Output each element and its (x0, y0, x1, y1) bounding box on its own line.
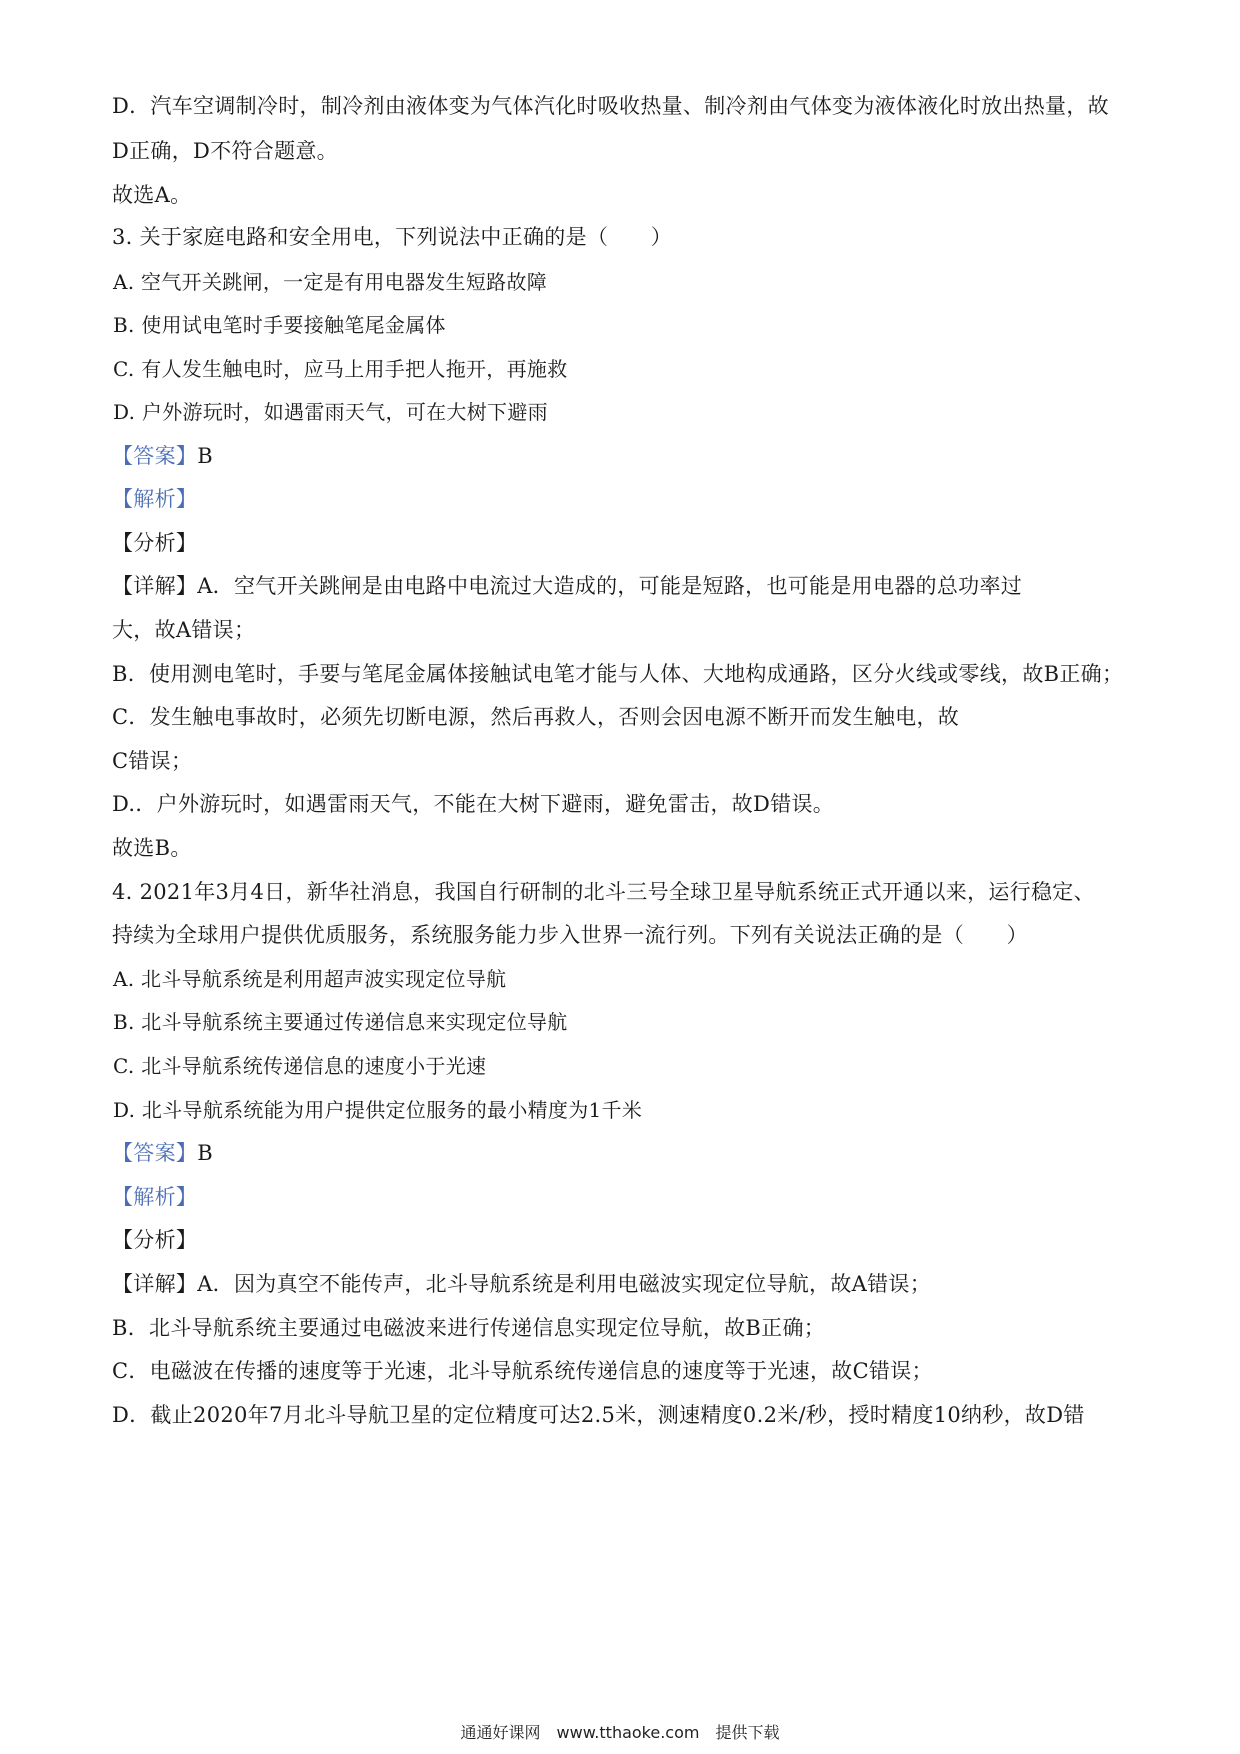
text-line: D．汽车空调制冷时，制冷剂由液体变为气体汽化时吸收热量、制冷剂由气体变为液体液化时放出热量，故 (112, 94, 1109, 118)
question-3-option-d: D. 户外游玩时，如遇雷雨天气，可在大树下避雨 (113, 400, 548, 424)
answer-line (112, 442, 213, 470)
question-4-option-b: B. 北斗导航系统主要通过传递信息来实现定位导航 (113, 1010, 568, 1034)
fenxi-label: 【分析】 (112, 1228, 198, 1252)
text-line: 大，故A错误； (112, 618, 256, 642)
question-4-option-d: D. 北斗导航系统能为用户提供定位服务的最小精度为1千米 (113, 1098, 643, 1122)
text-line: D正确，D不符合题意。 (112, 139, 338, 163)
text-line: D.．户外游玩时，如遇雷雨天气，不能在大树下避雨，避免雷击，故D错误。 (112, 792, 835, 816)
text-line: 【详解】A．空气开关跳闸是由电路中电流过大造成的，可能是短路，也可能是用电器的总功率过 (112, 574, 1023, 598)
answer-label: 【答案】 (112, 444, 198, 468)
question-4-option-c: C. 北斗导航系统传递信息的速度小于光速 (113, 1054, 487, 1078)
text-line: 故选A。 (112, 183, 192, 207)
question-4-stem: 持续为全球用户提供优质服务，系统服务能力步入世界一流行列。下列有关说法正确的是（ ） (112, 923, 1028, 947)
analysis-label: 【解析】 (112, 1185, 198, 1209)
text-line: C．发生触电事故时，必须先切断电源，然后再救人，否则会因电源不断开而发生触电，故 (112, 705, 960, 729)
text-line: C错误； (112, 749, 193, 773)
question-3-stem: 3. 关于家庭电路和安全用电，下列说法中正确的是（ ） (112, 225, 673, 249)
question-3-option-a: A. 空气开关跳闸，一定是有用电器发生短路故障 (113, 270, 548, 294)
analysis-label: 【解析】 (112, 487, 198, 511)
text-line: B．北斗导航系统主要通过电磁波来进行传递信息实现定位导航，故B正确； (112, 1316, 826, 1340)
question-3-option-b: B. 使用试电笔时手要接触笔尾金属体 (113, 313, 446, 337)
fenxi-label: 【分析】 (112, 531, 198, 555)
text-line: D．截止2020年7月北斗导航卫星的定位精度可达2.5米，测速精度0.2米/秒，授时精度10纳秒，故D错 (112, 1403, 1085, 1427)
text-line: B．使用测电笔时，手要与笔尾金属体接触试电笔才能与人体、大地构成通路，区分火线或零线，故B正确； (112, 662, 1124, 686)
question-4-stem: 4. 2021年3月4日，新华社消息，我国自行研制的北斗三号全球卫星导航系统正式开通以来，运行稳定、 (112, 880, 1095, 904)
answer-line (112, 1139, 213, 1167)
answer-value: B (197, 444, 213, 468)
question-4-option-a: A. 北斗导航系统是利用超声波实现定位导航 (113, 967, 507, 991)
text-line: 故选B。 (112, 836, 192, 860)
answer-value: B (197, 1141, 213, 1165)
answer-label: 【答案】 (112, 1141, 198, 1165)
text-line: C．电磁波在传播的速度等于光速，北斗导航系统传递信息的速度等于光速，故C错误； (112, 1359, 933, 1383)
question-3-option-c: C. 有人发生触电时，应马上用手把人拖开，再施救 (113, 357, 568, 381)
text-line: 【详解】A．因为真空不能传声，北斗导航系统是利用电磁波实现定位导航，故A错误； (112, 1272, 932, 1296)
page-footer: 通通好课网 www.tthaoke.com 提供下载 (460, 1723, 780, 1742)
